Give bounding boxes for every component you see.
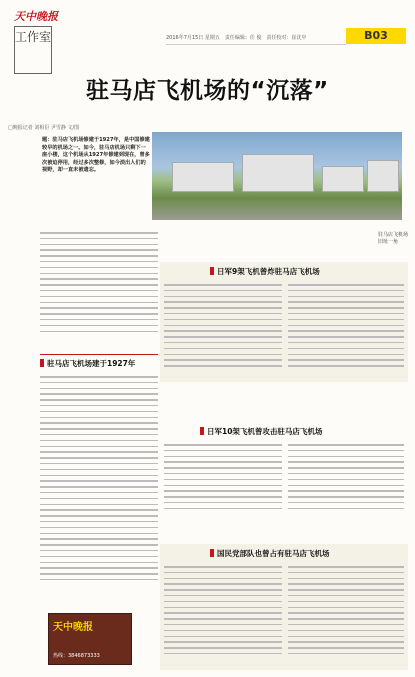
page-number: B03 (346, 28, 406, 44)
newspaper-logo: 天中晚报 (14, 10, 58, 23)
lead-paragraph: 题：驻马店飞机场修建于1927年，是中国修建较早的机场之一。如今，驻马店机场只剩下一座小楼，这个机场从1927年修建到现在，曾多次被迫停用，经过多次整修，如今淡出人们的视野，却一直未被遗忘。 (42, 137, 150, 173)
right-column-attack-left (164, 444, 282, 528)
right-column-occupation-left (164, 566, 282, 666)
left-column-intro (40, 232, 158, 342)
subhead-1 (40, 358, 135, 369)
right-column-attack-right (288, 444, 404, 528)
left-column-history (40, 376, 158, 606)
newspaper-promo-box (48, 613, 132, 665)
promo-title: 天中晚报 (53, 622, 93, 633)
byline: □晚报记者 刘相臣 尹雪静 文/图 (8, 125, 80, 131)
subhead-1-text: 驻马店飞机场建于1927年 (47, 359, 136, 368)
subhead-2 (210, 266, 320, 277)
dateline: 2016年7月15日 星期五 责任编辑：任 俊 责任校对：崔沈中 (166, 35, 307, 41)
subhead-3 (200, 426, 322, 437)
subhead-4 (210, 548, 330, 559)
right-column-occupation-right (288, 566, 404, 666)
subhead-3-text: 日军10架飞机曾攻击驻马店飞机场 (207, 427, 323, 436)
right-column-bombing-left (164, 284, 282, 380)
promo-hotline: 热线：3846873333 (53, 653, 100, 659)
right-column-bombing-right (288, 284, 404, 380)
masthead (6, 6, 409, 72)
subhead-2-text: 日军9架飞机曾炸驻马店飞机场 (217, 267, 320, 276)
masthead-rule (166, 44, 346, 45)
subhead-4-text: 国民党部队也曾占有驻马店飞机场 (217, 549, 330, 558)
subhead-rule (40, 354, 158, 355)
photo-caption: 驻马店飞机场旧址一角 (378, 232, 409, 245)
airport-photo (152, 132, 402, 220)
page-title: 驻马店飞机场的“沉落” (86, 78, 329, 104)
section-label: 工作室 (14, 26, 52, 74)
